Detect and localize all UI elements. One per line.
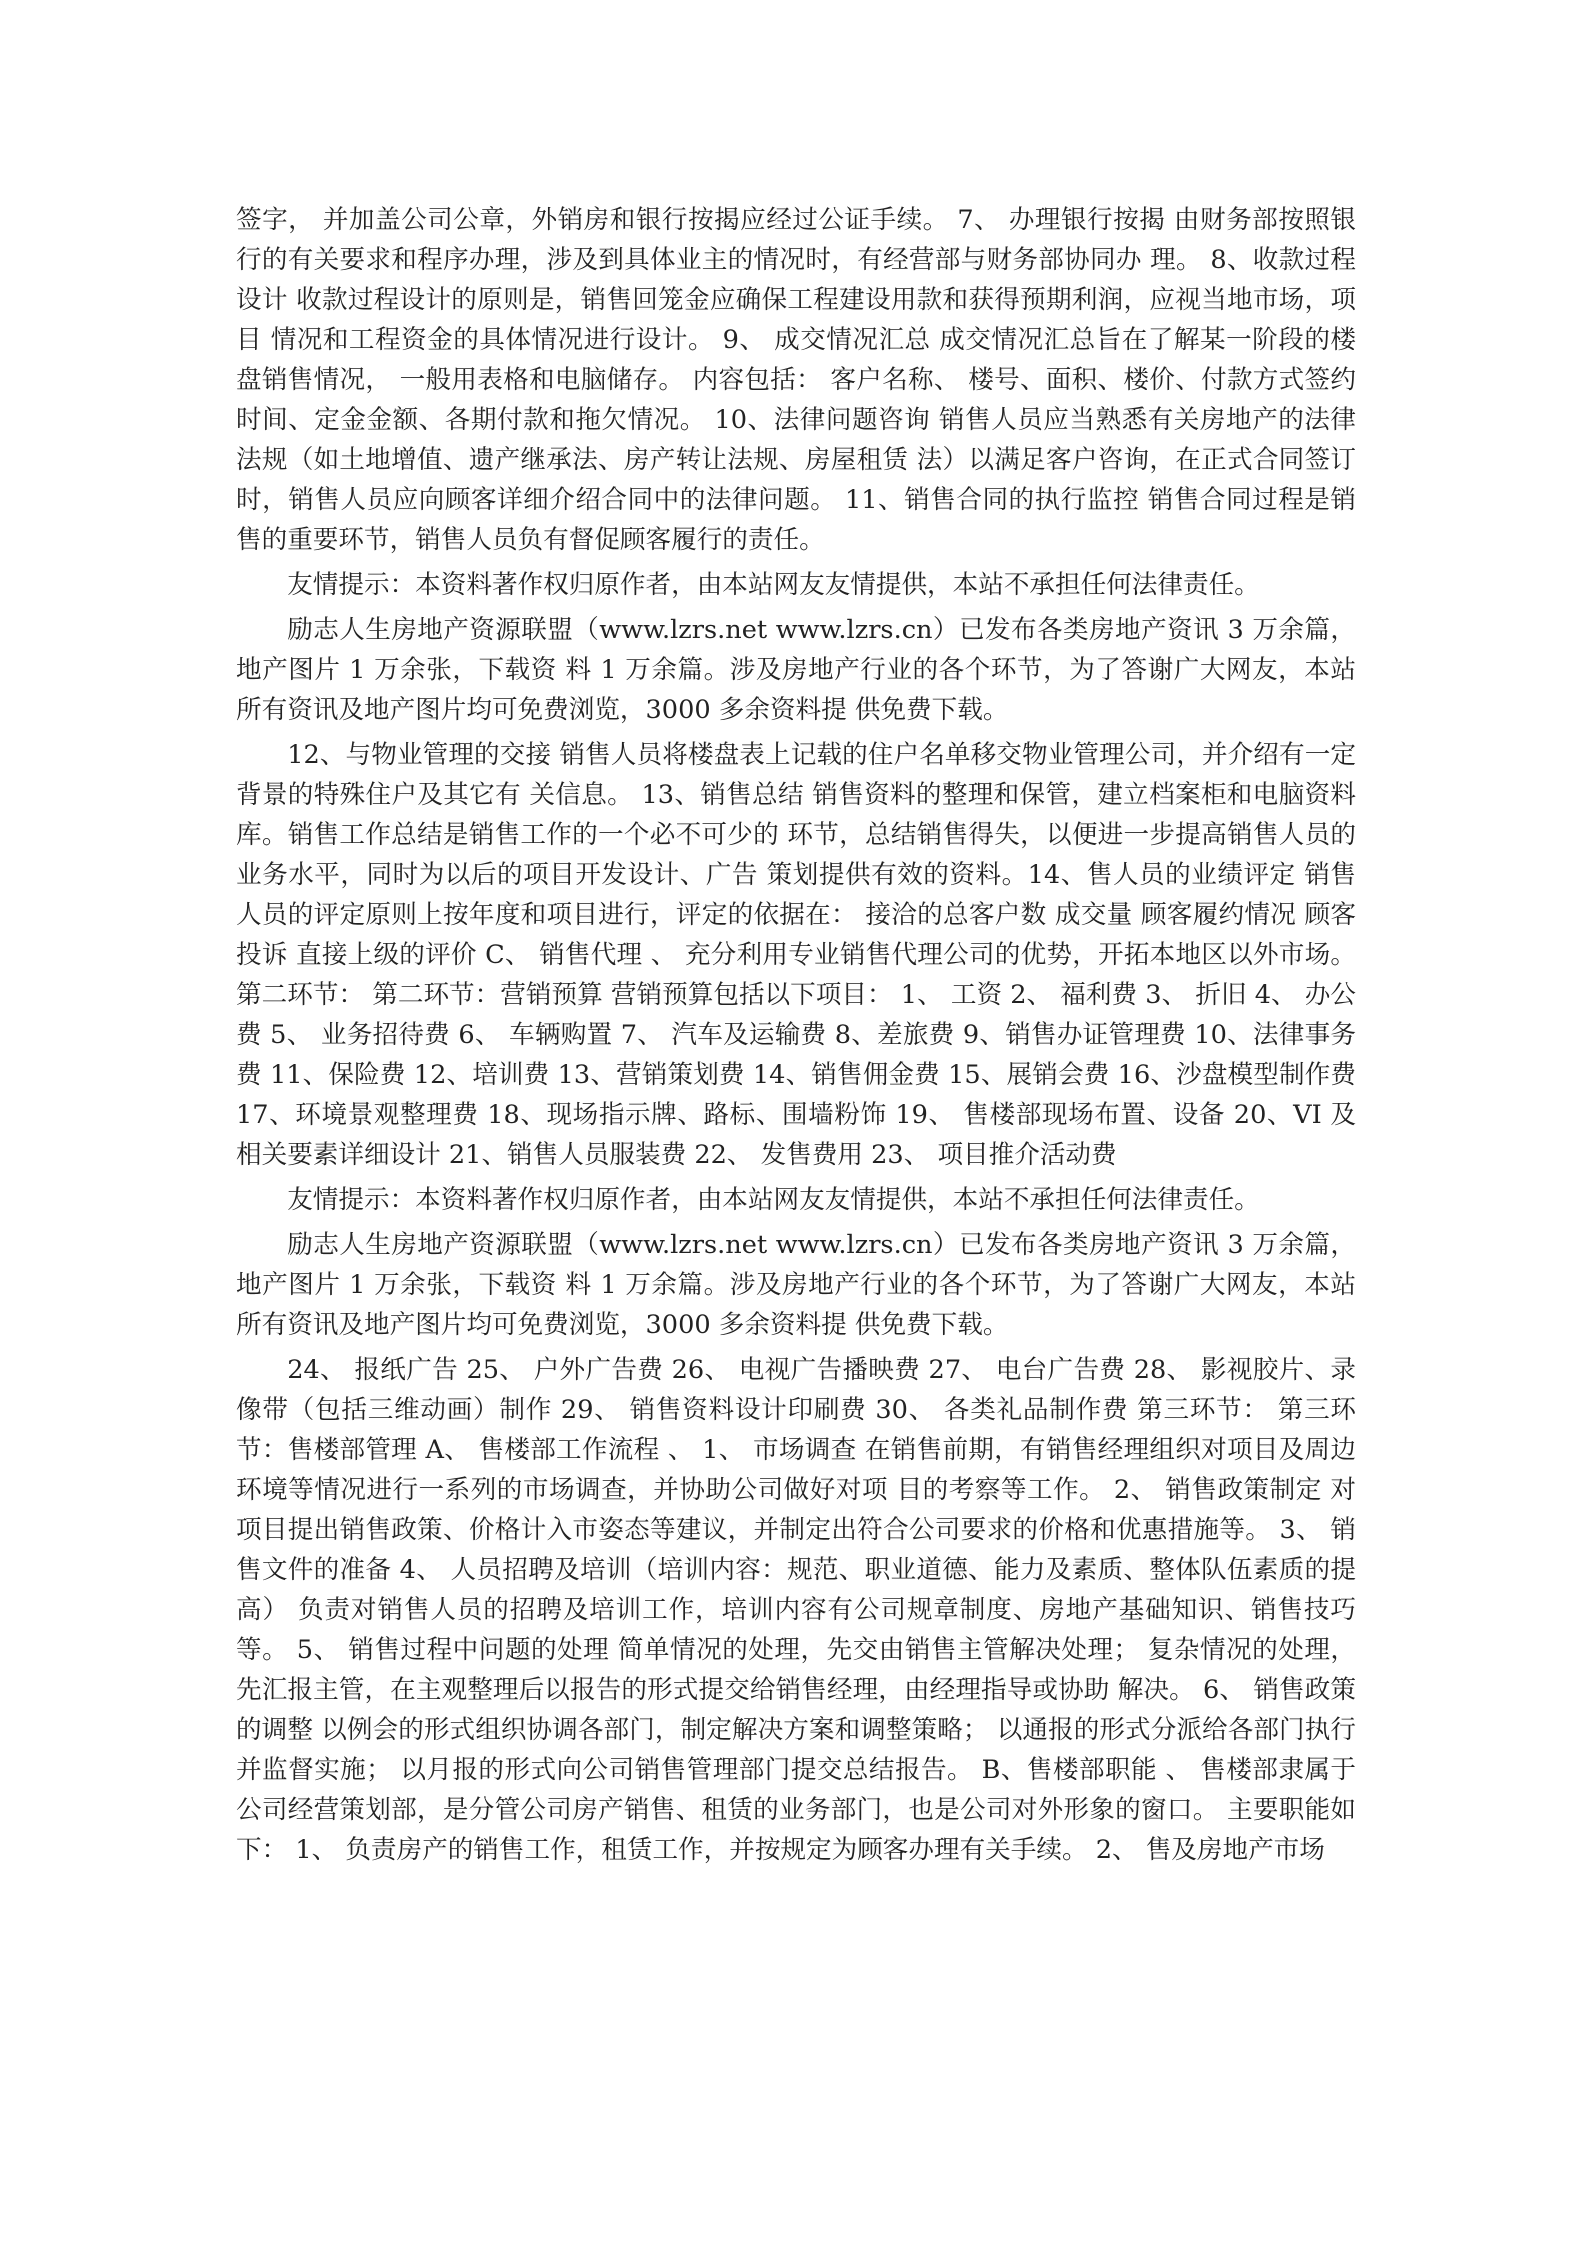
paragraph-copyright-notice-2: 友情提示：本资料著作权归原作者，由本站网友友情提供，本站不承担任何法律责任。 — [287, 1185, 1260, 1215]
document-body — [236, 200, 1356, 1875]
paragraph-handover-and-budget: 12、与物业管理的交接 销售人员将楼盘表上记载的住户名单移交物业管理公司，并介绍有一定背景的特殊住户及其它有 关信息。 13、销售总结 销售资料的整理和保管，建立档案柜和电脑资料库。销售工作总结是销售工作的一个必不可少的 环节，总结销售得失，以便进一步提高销售人员的业务水平，同时为以后的项目开发设计、广告 策划提供有效的资料。14、售人员的业绩评定 销售人员的评定原则上按年度和项目进行，评定的依据在： 接洽的总客户数 成交量 顾客履约情况 顾客投诉 直接上级的评价 C、 销售代理 、 充分利用专业销售代理公司的优势，开拓本地区以外市场。 第二环节： 第二环节：营销预算 营销预算包括以下项目： 1、 工资 2、 福利费 3、 折旧 4、 办公费 5、 业务招待费 6、 车辆购置 7、 汽车及运输费 8、差旅费 9、销售办证管理费 10、法律事务费 11、保险费 12、培训费 13、营销策划费 14、销售佣金费 15、展销会费 16、沙盘模型制作费 17、环境景观整理费 18、现场指示牌、路标、围墙粉饰 19、 售楼部现场布置、设备 20、VI 及相关要素详细设计 21、销售人员服装费 22、 发售费用 23、 项目推介活动费 — [236, 740, 1356, 1170]
paragraph-site-promo-2: 励志人生房地产资源联盟（www.lzrs.net www.lzrs.cn）已发布各类房地产资讯 3 万余篇，地产图片 1 万余张，下载资 料 1 万余篇。涉及房地产行业的各个环节，为了答谢广大网友，本站所有资讯及地产图片均可免费浏览，3000 多余资料提 供免费下载。 — [236, 1230, 1356, 1340]
paragraph-sales-office-management: 24、 报纸广告 25、 户外广告费 26、 电视广告播映费 27、 电台广告费 28、 影视胶片、录像带（包括三维动画）制作 29、 销售资料设计印刷费 30、 各类礼品制作费 第三环节： 第三环节：售楼部管理 A、 售楼部工作流程 、 1、 市场调查 在销售前期，有销售经理组织对项目及周边环境等情况进行一系列的市场调查，并协助公司做好对项 目的考察等工作。 2、 销售政策制定 对项目提出销售政策、价格计入市姿态等建议，并制定出符合公司要求的价格和优惠措施等。 3、 销售文件的准备 4、 人员招聘及培训（培训内容：规范、职业道德、能力及素质、整体队伍素质的提高） 负责对销售人员的招聘及培训工作，培训内容有公司规章制度、房地产基础知识、销售技巧等。 5、 销售过程中问题的处理 简单情况的处理，先交由销售主管解决处理； 复杂情况的处理，先汇报主管，在主观整理后以报告的形式提交给销售经理，由经理指导或协助 解决。 6、 销售政策的调整 以例会的形式组织协调各部门，制定解决方案和调整策略； 以通报的形式分派给各部门执行并监督实施； 以月报的形式向公司销售管理部门提交总结报告。 B、售楼部职能 、 售楼部隶属于公司经营策划部，是分管公司房产销售、租赁的业务部门，也是公司对外形象的窗口。 主要职能如下： 1、 负责房产的销售工作，租赁工作，并按规定为顾客办理有关手续。 2、 售及房地产市场 — [236, 1355, 1356, 1865]
paragraph-copyright-notice: 友情提示：本资料著作权归原作者，由本站网友友情提供，本站不承担任何法律责任。 — [287, 570, 1260, 600]
paragraph-sales-process-continued: 签字， 并加盖公司公章，外销房和银行按揭应经过公证手续。 7、 办理银行按揭 由财务部按照银行的有关要求和程序办理，涉及到具体业主的情况时，有经营部与财务部协同办 理。 8、收款过程设计 收款过程设计的原则是，销售回笼金应确保工程建设用款和获得预期利润，应视当地市场，项目 情况和工程资金的具体情况进行设计。 9、 成交情况汇总 成交情况汇总旨在了解某一阶段的楼盘销售情况， 一般用表格和电脑储存。 内容包括： 客户名称、 楼号、面积、楼价、付款方式签约时间、定金金额、各期付款和拖欠情况。 10、法律问题咨询 销售人员应当熟悉有关房地产的法律法规（如土地增值、遗产继承法、房产转让法规、房屋租赁 法）以满足客户咨询，在正式合同签订时，销售人员应向顾客详细介绍合同中的法律问题。 11、销售合同的执行监控 销售合同过程是销售的重要环节，销售人员负有督促顾客履行的责任。 — [236, 205, 1356, 555]
paragraph-site-promo: 励志人生房地产资源联盟（www.lzrs.net www.lzrs.cn）已发布各类房地产资讯 3 万余篇，地产图片 1 万余张，下载资 料 1 万余篇。涉及房地产行业的各个环节，为了答谢广大网友，本站所有资讯及地产图片均可免费浏览，3000 多余资料提 供免费下载。 — [236, 615, 1356, 725]
